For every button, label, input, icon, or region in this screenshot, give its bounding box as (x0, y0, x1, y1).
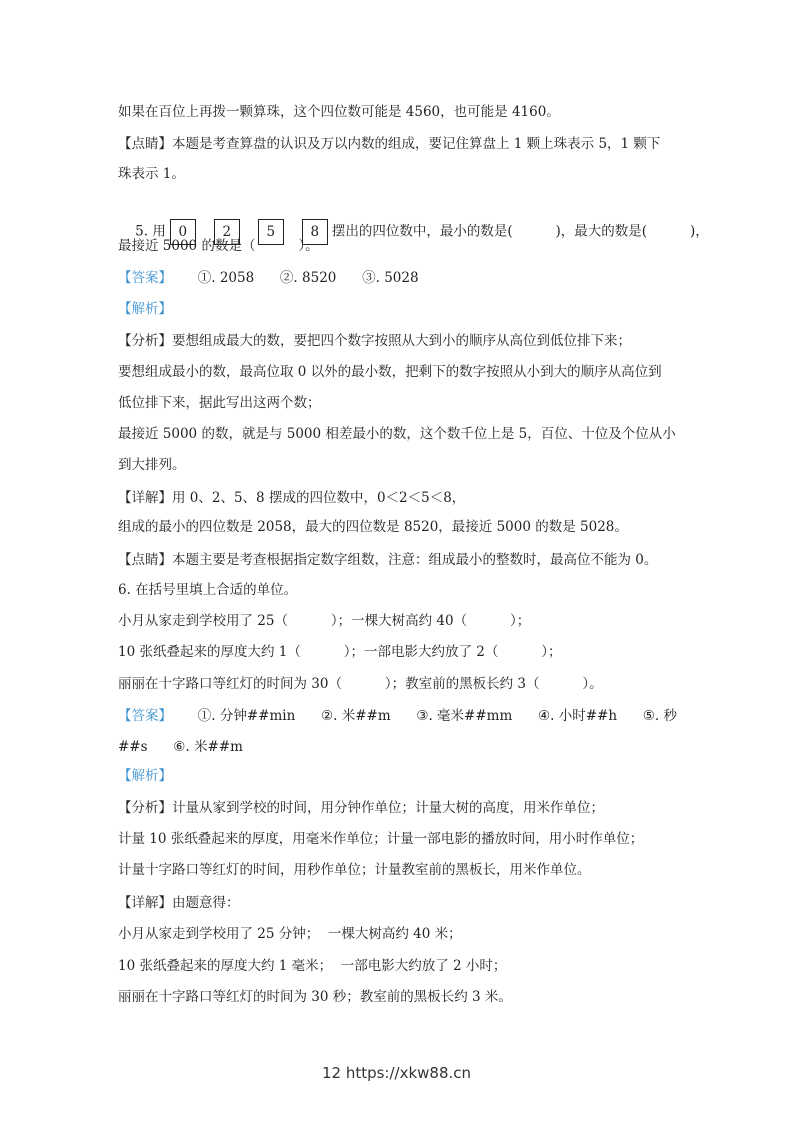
text-line (118, 269, 419, 287)
question-5-line (118, 201, 709, 263)
text-line (118, 165, 185, 183)
line-text: 【分析】要想组成最大的数，要把四个数字按照从大到小的顺序从高位到低位排下来； (118, 333, 631, 349)
line-text: 6. 在括号里填上合适的单位。 (118, 582, 298, 598)
line-text: 计量 10 张纸叠起来的厚度，用毫米作单位；计量一部电影的播放时间，用小时作单位； (118, 831, 644, 847)
line-text: 低位排下来，据此写出这两个数； (118, 395, 321, 411)
line-text: 【详解】用 0、2、5、8 摆成的四位数中，0＜2＜5＜8， (118, 490, 466, 506)
line-text: 最接近 5000 的数，就是与 5000 相差最小的数，这个数千位上是 5，百位、十位及个位从小 (118, 426, 676, 442)
text-line (118, 675, 603, 693)
section-label: 【解析】 (118, 301, 172, 317)
text-line (118, 612, 530, 630)
text-line (118, 518, 628, 536)
page-footer: 12 https://xkw88.cn (321, 1064, 472, 1082)
question-5-suffix: 摆出的四位数中，最小的数是( )，最大的数是( )， (331, 223, 709, 240)
line-text: 丽丽在十字路口等红灯的时间为 30 秒；教室前的黑板长约 3 米。 (118, 989, 512, 1005)
text-line (118, 135, 660, 153)
line-text: 小月从家走到学校用了 25（ ）；一棵大树高约 40（ ）； (118, 613, 531, 629)
text-line (118, 988, 512, 1006)
line-text: 【分析】计量从家到学校的时间，用分钟作单位；计量大树的高度，用米作单位； (118, 800, 604, 816)
text-line (118, 489, 465, 507)
line-text: 最接近 5000 的数是（ ）。 (118, 238, 319, 254)
line-text: ##s ⑥. 米##m (118, 739, 243, 755)
question-5-prefix: 5. 用 (135, 223, 166, 240)
line-text: 到大排列。 (118, 457, 186, 473)
line-text: 珠表示 1。 (118, 166, 185, 182)
text-line (118, 925, 462, 943)
line-text: 10 张纸叠起来的厚度大约 1（ ）；一部电影大约放了 2（ ）； (118, 644, 562, 660)
text-line (118, 581, 297, 599)
line-text: 小月从家走到学校用了 25 分钟； 一棵大树高约 40 米； (118, 926, 462, 942)
section-label: 【答案】 (118, 708, 172, 724)
text-line (118, 894, 240, 912)
line-text: ①. 分钟##min ②. 米##m ③. 毫米##mm ④. 小时##h ⑤. 秒 (172, 708, 677, 724)
line-text: 组成的最小的四位数是 2058，最大的四位数是 8520，最接近 5000 的数是 5028。 (118, 519, 628, 535)
text-line (118, 707, 677, 725)
text-line (118, 799, 604, 817)
digit-box: 0 (170, 219, 196, 245)
line-text: 丽丽在十字路口等红灯的时间为 30（ ）；教室前的黑板长约 3（ ）。 (118, 676, 603, 692)
text-line (118, 830, 643, 848)
line-text: 计量十字路口等红灯的时间，用秒作单位；计量教室前的黑板长，用米作单位。 (118, 862, 591, 878)
digit-box: 8 (302, 219, 328, 245)
text-line (118, 425, 676, 443)
line-text: 【点睛】本题主要是考查根据指定数字组数，注意：组成最小的整数时，最高位不能为 0。 (118, 552, 658, 568)
text-line (118, 332, 631, 350)
line-text: 10 张纸叠起来的厚度大约 1 毫米； 一部电影大约放了 2 小时； (118, 958, 507, 974)
section-label: 【答案】 (118, 270, 172, 286)
text-line (118, 957, 506, 975)
line-text: ①. 2058 ②. 8520 ③. 5028 (172, 270, 419, 286)
text-line (118, 738, 243, 756)
line-text: 如果在百位上再拨一颗算珠，这个四位数可能是 4560，也可能是 4160。 (118, 104, 560, 120)
text-line (118, 103, 560, 121)
text-line (118, 767, 172, 785)
text-line (118, 861, 591, 879)
text-line (118, 363, 662, 381)
text-line (118, 551, 657, 569)
section-label: 【解析】 (118, 768, 172, 784)
line-text: 【点睛】本题是考查算盘的认识及万以内数的组成，要记住算盘上 1 颗上珠表示 5，1 颗下 (118, 136, 661, 152)
digit-box: 2 (214, 219, 240, 245)
line-text: 要想组成最小的数，最高位取 0 以外的最小数，把剩下的数字按照从小到大的顺序从高位到 (118, 364, 662, 380)
text-line (118, 300, 172, 318)
text-line (118, 643, 562, 661)
digit-box: 5 (258, 219, 284, 245)
line-text: 【详解】由题意得： (118, 895, 240, 911)
text-line (118, 456, 186, 474)
text-line (118, 394, 321, 412)
